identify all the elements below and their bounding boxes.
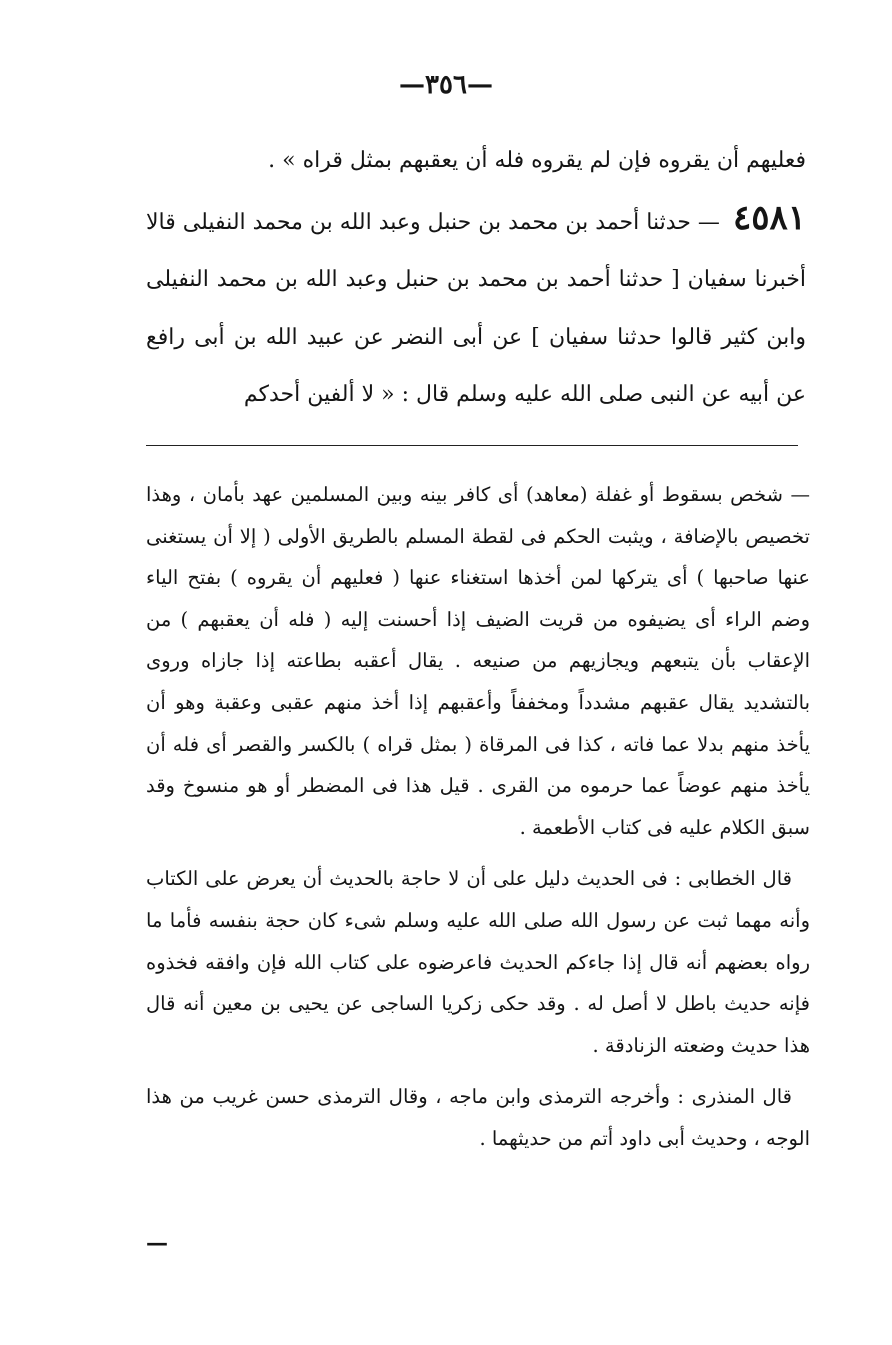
hadith-text-line-1: فعليهم أن يقروه فإن لم يقروه فله أن يعقبهم بمثل قراه » .	[268, 148, 806, 173]
hadith-body: — حدثنا أحمد بن محمد بن حنبل وعبد الله بن محمد النفيلى قالا أخبرنا سفيان [ حدثنا أحمد بن محمد بن حنبل وعبد الله بن محمد النفيلى وابن كثير قالوا حدثنا سفيان ] عن أبى النضر عن عبيد الله بن أبى رافع عن أبيه عن النبى صلى الله عليه وسلم قال : « لا ألفين أحدكم	[146, 209, 806, 407]
commentary-paragraph-1: — شخص بسقوط أو غفلة (معاهد) أى كافر بينه وبين المسلمين عهد بأمان ، وهذا تخصيص بالإضافة ، ويثبت الحكم فى لقطة المسلم بالطريق الأولى ( إلا أن يستغنى عنها صاحبها ) أى يتركها لمن أخذها استغناء عنها ( فعليهم أن يقروه ) بفتح الياء وضم الراء أى يضيفوه من قريت الضيف إذا أحسنت إليه ( فله أن يعقبهم ) من الإعقاب بأن يتبعهم ويجازيهم من صنيعه . يقال أعقبه بطاعته إذا جازاه وروى بالتشديد يقال عقبهم مشدداً ومخففاً وأعقبهم إذا أخذ منهم عقبى وعقبة وهو أن يأخذ منهم بدلا عما فاته ، كذا فى المرقاة ( بمثل قراه ) بالكسر والقصر أى فله أن يأخذ منهم عوضاً عما حرموه من القرى . قيل هذا فى المضطر أو هو منسوخ وقد سبق الكلام عليه فى كتاب الأطعمة .	[146, 483, 810, 839]
footnote-divider	[146, 445, 798, 446]
page-number: —٣٥٦—	[399, 70, 493, 100]
continuation-dash: —	[146, 1230, 168, 1256]
hadith-main-text	[146, 132, 806, 424]
commentary-paragraph-mundhiri: قال المنذرى : وأخرجه الترمذى وابن ماجه ، وقال الترمذى حسن غريب من هذا الوجه ، وحديث أبى داود أتم من حديثهما .	[146, 1085, 810, 1150]
commentary-paragraph-khattabi: قال الخطابى : فى الحديث دليل على أن لا حاجة بالحديث أن يعرض على الكتاب وأنه مهما ثبت عن رسول الله صلى الله عليه وسلم شىء كان حجة بنفسه فأما ما رواه بعضهم أنه قال إذا جاءكم الحديث فاعرضوه على كتاب الله فإن وافقه فخذوه فإنه حديث باطل لا أصل له . وقد حكى زكريا الساجى عن يحيى بن معين أنه قال هذا حديث وضعته الزنادقة .	[146, 867, 810, 1057]
hadith-4581	[146, 190, 806, 424]
commentary-section	[146, 474, 810, 1160]
hadith-number: ٤٥٨١	[732, 197, 806, 238]
